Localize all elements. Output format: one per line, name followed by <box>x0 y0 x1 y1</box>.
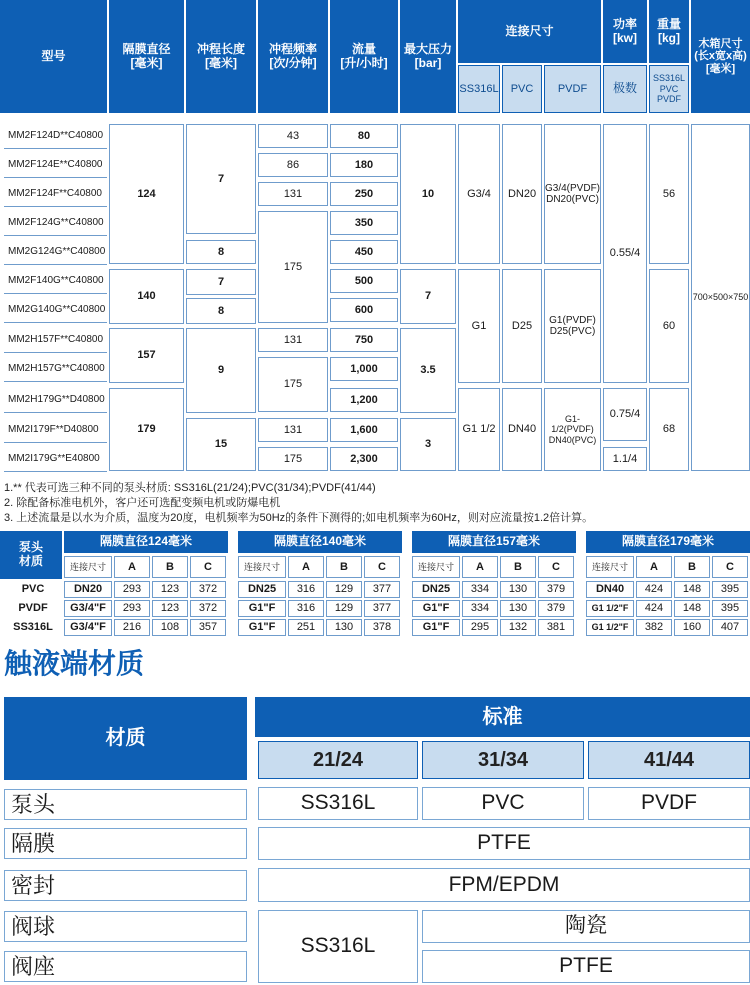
conn-pvc-3: DN40 <box>502 388 542 471</box>
header-stroke: 冲程长度 [毫米] <box>186 0 256 113</box>
header-conn-pvc: PVC <box>502 65 542 113</box>
conn-pvdf-3: G1-1/2(PVDF) DN40(PVC) <box>544 388 601 471</box>
header-model: 型号 <box>0 0 107 113</box>
freq-175b: 175 <box>258 357 328 412</box>
flow-cell: 180 <box>330 153 398 177</box>
dim-sub-header: B <box>674 556 710 578</box>
pressure-7: 7 <box>400 269 456 324</box>
stroke-9: 9 <box>186 328 256 413</box>
header-flow: 流量 [升/小时] <box>330 0 398 113</box>
stroke-8a: 8 <box>186 240 256 264</box>
flow-cell: 350 <box>330 211 398 235</box>
dim-cell: 424 <box>636 600 672 617</box>
model-row: MM2F124G**C40800 <box>4 211 107 236</box>
dim-cell: 424 <box>636 581 672 598</box>
dim-cell: 132 <box>500 619 536 636</box>
dim-sub-header: 连接尺寸 <box>586 556 634 578</box>
dim-cell: 216 <box>114 619 150 636</box>
pressure-10: 10 <box>400 124 456 264</box>
header-box: 木箱尺寸 (长x宽x高) [毫米] <box>691 0 750 113</box>
dim-sub-header: A <box>636 556 672 578</box>
dim-row-label-ss316l: SS316L <box>0 619 62 636</box>
conn-ss-1: G3/4 <box>458 124 500 264</box>
flow-cell: 600 <box>330 298 398 322</box>
dim-cell: 357 <box>190 619 226 636</box>
dim-sub-header: A <box>114 556 150 578</box>
flow-cell: 80 <box>330 124 398 148</box>
freq-131b: 131 <box>258 328 328 352</box>
std-code-31-34: 31/34 <box>422 741 584 779</box>
dim-sub-header: A <box>288 556 324 578</box>
model-row: MM2F140G**C40800 <box>4 269 107 294</box>
weight-68: 68 <box>649 388 689 471</box>
dim-cell: 295 <box>462 619 498 636</box>
stroke-7b: 7 <box>186 269 256 295</box>
header-pressure: 最大压力 [bar] <box>400 0 456 113</box>
dim-sub-header: 连接尺寸 <box>64 556 112 578</box>
dim-group-title: 隔膜直径124毫米 <box>64 531 228 553</box>
material-label-diaphragm: 隔膜 <box>4 828 247 859</box>
model-row: MM2F124D**C40800 <box>4 124 107 149</box>
weight-56: 56 <box>649 124 689 264</box>
conn-pvc-2: D25 <box>502 269 542 383</box>
dim-cell: 372 <box>190 581 226 598</box>
dim-cell: 251 <box>288 619 324 636</box>
dim-cell: 334 <box>462 600 498 617</box>
dim-cell: DN25 <box>238 581 286 598</box>
freq-131a: 131 <box>258 182 328 206</box>
dim-group-title: 隔膜直径140毫米 <box>238 531 402 553</box>
note-3: 3. 上述流量是以水为介质，温度为20度，电机频率为50Hz的条件下测得的;如电机频率为60Hz，则对应流量按1.2倍计算。 <box>4 512 594 524</box>
materials-std-label: 标准 <box>255 697 750 737</box>
flow-cell: 500 <box>330 269 398 293</box>
header-conn: 连接尺寸 <box>458 0 601 63</box>
seal-material: FPM/EPDM <box>258 868 750 902</box>
pressure-3: 3 <box>400 418 456 471</box>
dim-cell: G1"F <box>412 600 460 617</box>
dim-cell: 148 <box>674 600 710 617</box>
dim-cell: G3/4"F <box>64 600 112 617</box>
dim-cell: DN25 <box>412 581 460 598</box>
model-row: MM2F124F**C40800 <box>4 182 107 207</box>
material-label-seal: 密封 <box>4 870 247 901</box>
dim-cell: 381 <box>538 619 574 636</box>
dim-cell: 293 <box>114 600 150 617</box>
dim-corner: 泵头 材质 <box>0 531 62 579</box>
power-1-1: 1.1/4 <box>603 447 647 471</box>
pump-head-pvdf: PVDF <box>588 787 750 820</box>
note-2: 2. 除配备标准电机外，客户还可选配变频电机或防爆电机 <box>4 497 281 509</box>
freq-175a: 175 <box>258 211 328 323</box>
dim-cell: 382 <box>636 619 672 636</box>
diaphragm-179: 179 <box>109 388 184 471</box>
diaphragm-material: PTFE <box>258 827 750 860</box>
model-row: MM2I179G**E40800 <box>4 447 107 472</box>
conn-ss-3: G1 1/2 <box>458 388 500 471</box>
dim-cell: 148 <box>674 581 710 598</box>
materials-title: 触液端材质 <box>4 648 145 679</box>
power-0-75: 0.75/4 <box>603 388 647 441</box>
dim-cell: DN20 <box>64 581 112 598</box>
dim-sub-header: C <box>190 556 226 578</box>
pump-head-ss316l: SS316L <box>258 787 418 820</box>
dim-sub-header: B <box>500 556 536 578</box>
std-code-21-24: 21/24 <box>258 741 418 779</box>
header-diaphragm: 隔膜直径 [毫米] <box>109 0 184 113</box>
flow-cell: 1,600 <box>330 418 398 442</box>
dim-cell: 395 <box>712 581 748 598</box>
dim-cell: 372 <box>190 600 226 617</box>
dim-sub-header: C <box>538 556 574 578</box>
freq-43: 43 <box>258 124 328 148</box>
header-power-sub: 极数 <box>603 65 647 113</box>
dim-cell: G1"F <box>238 619 286 636</box>
dim-cell: G1"F <box>412 619 460 636</box>
dim-cell: 395 <box>712 600 748 617</box>
notes <box>4 481 750 526</box>
diaphragm-157: 157 <box>109 328 184 383</box>
stroke-7a: 7 <box>186 124 256 234</box>
dim-cell: 316 <box>288 600 324 617</box>
pressure-3-5: 3.5 <box>400 328 456 413</box>
dim-cell: 377 <box>364 600 400 617</box>
dim-row-label-pvc: PVC <box>0 581 62 598</box>
dim-row-label-pvdf: PVDF <box>0 600 62 617</box>
conn-pvc-1: DN20 <box>502 124 542 264</box>
dim-cell: 379 <box>538 581 574 598</box>
stroke-15: 15 <box>186 418 256 471</box>
flow-cell: 750 <box>330 328 398 352</box>
material-label-pump-head: 泵头 <box>4 789 247 820</box>
flow-cell: 1,200 <box>330 388 398 412</box>
power-0-55: 0.55/4 <box>603 124 647 383</box>
dim-cell: G1 1/2"F <box>586 619 634 636</box>
header-weight: 重量 [kg] <box>649 0 689 63</box>
dim-sub-header: 连接尺寸 <box>412 556 460 578</box>
dim-cell: G1"F <box>238 600 286 617</box>
header-conn-ss: SS316L <box>458 65 500 113</box>
dim-sub-header: C <box>712 556 748 578</box>
dim-cell: DN40 <box>586 581 634 598</box>
weight-60: 60 <box>649 269 689 383</box>
model-row: MM2H157G**C40800 <box>4 357 107 382</box>
header-conn-pvdf: PVDF <box>544 65 601 113</box>
box-size: 700×500×750 <box>691 124 750 471</box>
std-code-41-44: 41/44 <box>588 741 750 779</box>
dim-cell: 334 <box>462 581 498 598</box>
material-label-valve-seat: 阀座 <box>4 951 247 982</box>
freq-86: 86 <box>258 153 328 177</box>
flow-cell: 2,300 <box>330 447 398 471</box>
dim-cell: 377 <box>364 581 400 598</box>
dim-sub-header: 连接尺寸 <box>238 556 286 578</box>
model-row: MM2G124G**C40800 <box>4 240 107 265</box>
valve-ball-ceramic: 陶瓷 <box>422 910 750 943</box>
dim-cell: 293 <box>114 581 150 598</box>
valve-seat-ptfe: PTFE <box>422 950 750 983</box>
pump-head-pvc: PVC <box>422 787 584 820</box>
freq-175c: 175 <box>258 447 328 471</box>
dim-group-title: 隔膜直径157毫米 <box>412 531 576 553</box>
dim-cell: 407 <box>712 619 748 636</box>
conn-pvdf-2: G1(PVDF) D25(PVC) <box>544 269 601 383</box>
stroke-8b: 8 <box>186 298 256 324</box>
dim-cell: 129 <box>326 600 362 617</box>
dim-cell: 108 <box>152 619 188 636</box>
dim-cell: 130 <box>500 600 536 617</box>
conn-ss-2: G1 <box>458 269 500 383</box>
dim-cell: G1 1/2"F <box>586 600 634 617</box>
conn-pvdf-1: G3/4(PVDF) DN20(PVC) <box>544 124 601 264</box>
dim-cell: G3/4"F <box>64 619 112 636</box>
header-freq: 冲程频率 [次/分钟] <box>258 0 328 113</box>
dim-cell: 130 <box>326 619 362 636</box>
valve-ball-seat-ss316l: SS316L <box>258 910 418 983</box>
dim-cell: 123 <box>152 581 188 598</box>
dim-sub-header: B <box>152 556 188 578</box>
diaphragm-124: 124 <box>109 124 184 264</box>
dim-cell: 130 <box>500 581 536 598</box>
model-row: MM2G140G**C40800 <box>4 298 107 323</box>
header-power: 功率 [kw] <box>603 0 647 63</box>
dim-sub-header: B <box>326 556 362 578</box>
materials-col-label: 材质 <box>4 697 247 780</box>
header-weight-sub: SS316L PVC PVDF <box>649 65 689 113</box>
dim-cell: 379 <box>538 600 574 617</box>
flow-cell: 450 <box>330 240 398 264</box>
dim-cell: 316 <box>288 581 324 598</box>
model-row: MM2H179G**D40800 <box>4 388 107 413</box>
dim-cell: 129 <box>326 581 362 598</box>
diaphragm-140: 140 <box>109 269 184 324</box>
material-label-valve-ball: 阀球 <box>4 911 247 942</box>
model-row: MM2F124E**C40800 <box>4 153 107 178</box>
dim-sub-header: C <box>364 556 400 578</box>
dim-cell: 378 <box>364 619 400 636</box>
model-row: MM2H157F**C40800 <box>4 328 107 353</box>
dim-cell: 160 <box>674 619 710 636</box>
dim-cell: 123 <box>152 600 188 617</box>
dim-group-title: 隔膜直径179毫米 <box>586 531 750 553</box>
freq-131c: 131 <box>258 418 328 442</box>
model-row: MM2I179F**D40800 <box>4 418 107 443</box>
dim-sub-header: A <box>462 556 498 578</box>
flow-cell: 250 <box>330 182 398 206</box>
note-1: 1.** 代表可选三种不同的泵头材质: SS316L(21/24);PVC(31/34);PVDF(41/44) <box>4 482 376 494</box>
flow-cell: 1,000 <box>330 357 398 381</box>
